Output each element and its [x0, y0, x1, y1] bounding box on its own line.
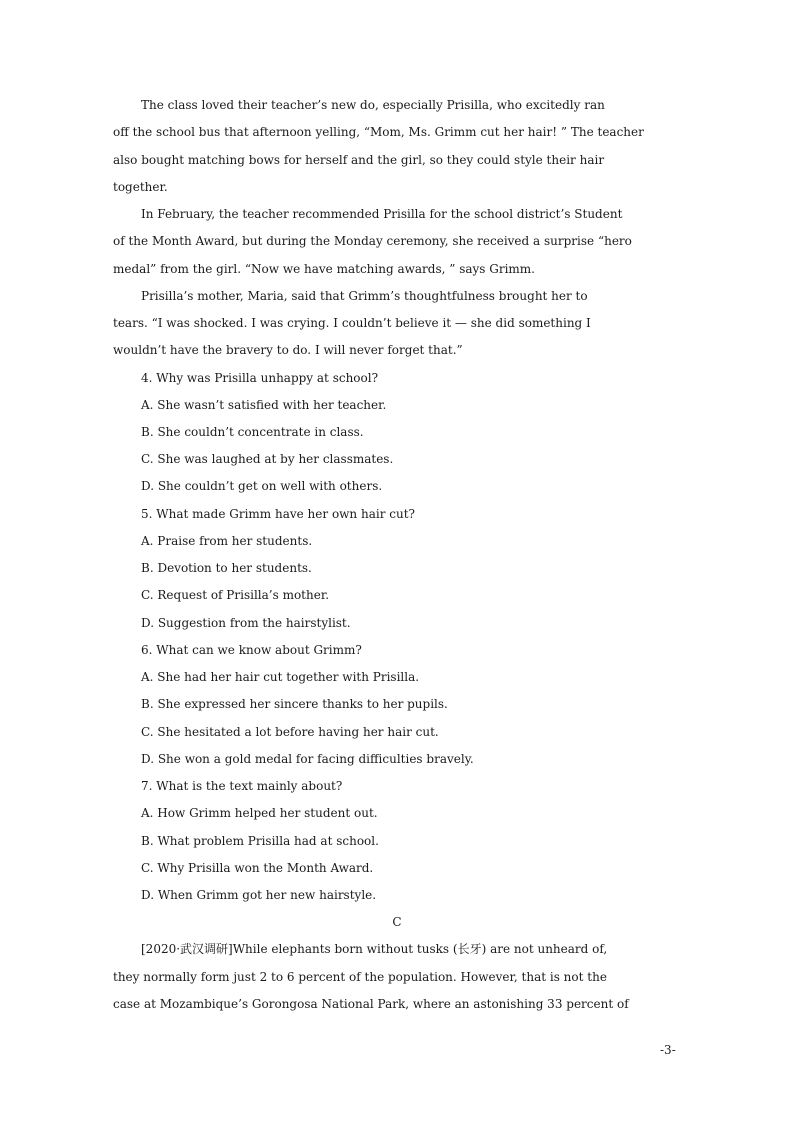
- question-5-stem: 5. What made Grimm have her own hair cut?: [141, 507, 415, 521]
- question-7-stem: 7. What is the text mainly about?: [141, 779, 343, 793]
- question-5-option-b: B. Devotion to her students.: [141, 561, 312, 575]
- question-5-option-d: D. Suggestion from the hairstylist.: [141, 616, 351, 630]
- question-7-option-c: C. Why Prisilla won the Month Award.: [141, 861, 374, 875]
- question-7-option-d: D. When Grimm got her new hairstyle.: [141, 888, 377, 902]
- passage-b-p1-line3: also bought matching bows for herself and the girl, so they could style their hair: [113, 153, 605, 167]
- question-6-option-a: A. She had her hair cut together with Prisilla.: [141, 670, 420, 684]
- passage-b-p2-line1: In February, the teacher recommended Prisilla for the school district’s Student: [141, 207, 623, 221]
- passage-b-p2-line3: medal” from the girl. “Now we have matching awards, ” says Grimm.: [113, 262, 535, 276]
- section-c-line3: case at Mozambique’s Gorongosa National Park, where an astonishing 33 percent of: [113, 997, 629, 1011]
- question-4-option-b: B. She couldn’t concentrate in class.: [141, 425, 364, 439]
- question-5-option-c: C. Request of Prisilla’s mother.: [141, 588, 330, 602]
- passage-b-p3-line2: tears. “I was shocked. I was crying. I couldn’t believe it — she did something I: [113, 316, 591, 330]
- passage-b-p1-line4: together.: [113, 180, 168, 194]
- passage-b-p2-line2: of the Month Award, but during the Monday ceremony, she received a surprise “hero: [113, 234, 632, 248]
- passage-b-p1-line2: off the school bus that afternoon yelling, “Mom, Ms. Grimm cut her hair! ” The teacher: [113, 125, 644, 139]
- question-4-option-d: D. She couldn’t get on well with others.: [141, 479, 383, 493]
- passage-b-p1-line1: The class loved their teacher’s new do, especially Prisilla, who excitedly ran: [141, 98, 605, 112]
- question-6-option-b: B. She expressed her sincere thanks to her pupils.: [141, 697, 448, 711]
- question-4-option-c: C. She was laughed at by her classmates.: [141, 452, 394, 466]
- question-7-option-a: A. How Grimm helped her student out.: [141, 806, 378, 820]
- question-4-option-a: A. She wasn’t satisfied with her teacher.: [141, 398, 387, 412]
- section-c-line1: [2020·武汉调研]While elephants born without tusks (长牙) are not unheard of,: [141, 942, 608, 956]
- passage-b-p3-line3: wouldn’t have the bravery to do. I will never forget that.”: [113, 343, 463, 357]
- question-6-option-d: D. She won a gold medal for facing difficulties bravely.: [141, 752, 474, 766]
- section-c-line2: they normally form just 2 to 6 percent of the population. However, that is not the: [113, 970, 607, 984]
- question-5-option-a: A. Praise from her students.: [141, 534, 313, 548]
- question-6-stem: 6. What can we know about Grimm?: [141, 643, 362, 657]
- section-c-heading: C: [392, 915, 402, 929]
- page-number: -3-: [660, 1043, 676, 1057]
- question-6-option-c: C. She hesitated a lot before having her hair cut.: [141, 725, 439, 739]
- passage-b-p3-line1: Prisilla’s mother, Maria, said that Grimm’s thoughtfulness brought her to: [141, 289, 588, 303]
- question-4-stem: 4. Why was Prisilla unhappy at school?: [141, 371, 379, 385]
- question-7-option-b: B. What problem Prisilla had at school.: [141, 834, 379, 848]
